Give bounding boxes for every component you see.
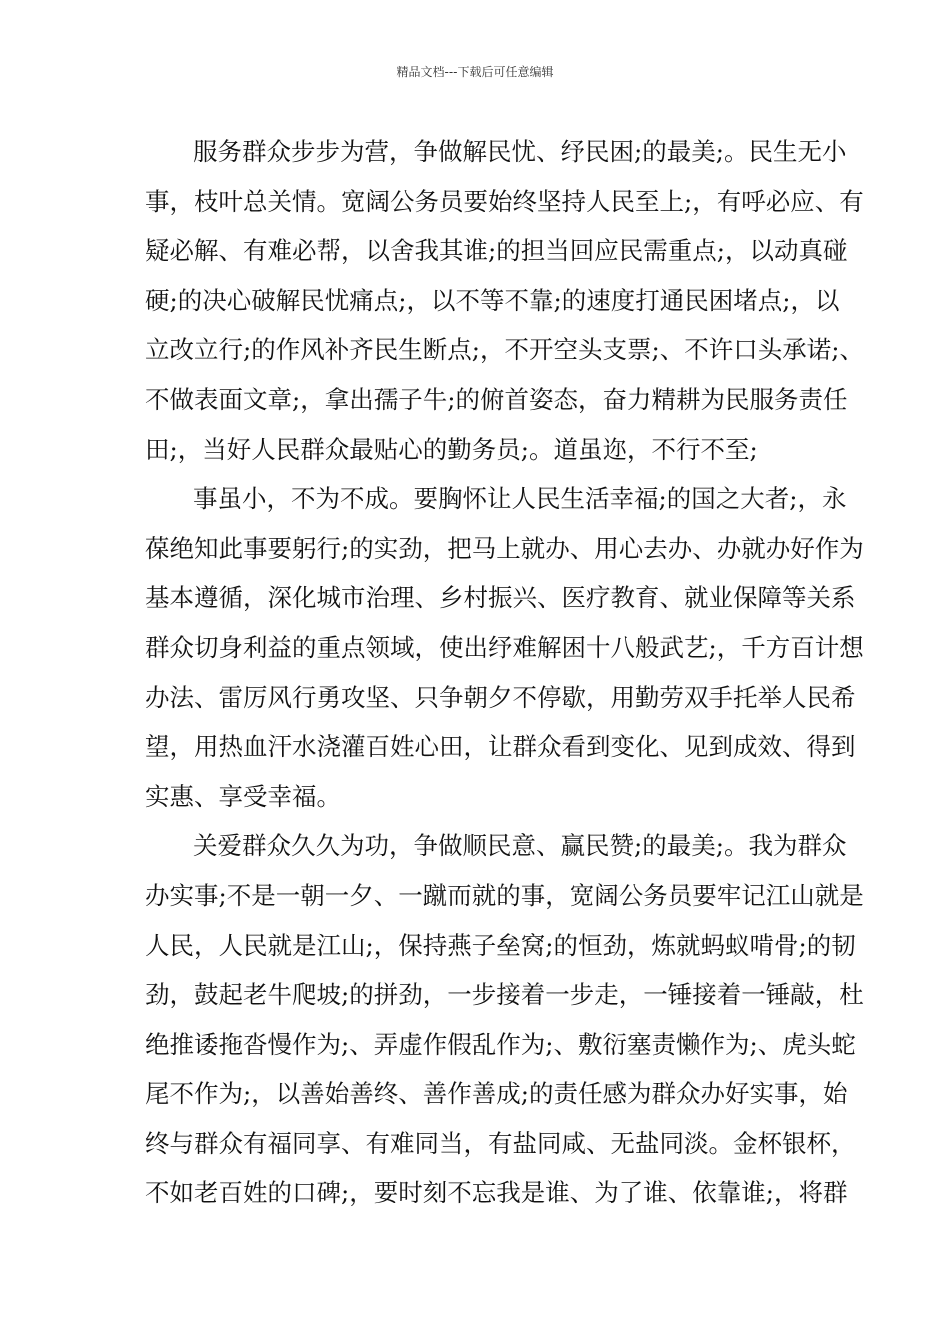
- text-line: 田;，当好人民群众最贴心的勤务员;。道虽迩，不行不至;: [145, 434, 758, 464]
- text-line: 群众切身利益的重点领域，使出纾难解困十八般武艺;，千方百计想: [145, 632, 864, 662]
- text-line: 人民，人民就是江山;，保持燕子垒窝;的恒劲，炼就蚂蚁啃骨;的韧: [145, 930, 856, 960]
- document-body: [145, 127, 865, 1218]
- text-line: 立改立行;的作风补齐民生断点;，不开空头支票;、不许口头承诺;、: [145, 335, 865, 365]
- page-header: 精品文档---下载后可任意编辑: [396, 65, 554, 79]
- text-line: 终与群众有福同享、有难同当，有盐同咸、无盐同淡。金杯银杯，: [145, 1128, 856, 1158]
- text-line: 疑必解、有难必帮，以舍我其谁;的担当回应民需重点;，以动真碰: [145, 236, 848, 266]
- text-line: 办法、雷厉风行勇攻坚、只争朝夕不停歇，用勤劳双手托举人民希: [145, 682, 856, 712]
- text-line: 尾不作为;，以善始善终、善作善成;的责任感为群众办好实事，始: [145, 1079, 848, 1109]
- text-line: 葆绝知此事要躬行;的实劲，把马上就办、用心去办、办就办好作为: [145, 533, 864, 563]
- paragraph-1: [145, 127, 865, 474]
- text-line: 关爱群众久久为功，争做顺民意、赢民赞;的最美;。我为群众: [193, 831, 847, 861]
- paragraph-2: [145, 474, 864, 821]
- text-line: 事，枝叶总关情。宽阔公务员要始终坚持人民至上;，有呼必应、有: [145, 186, 864, 216]
- text-line: 劲，鼓起老牛爬坡;的拼劲，一步接着一步走，一锤接着一锤敲，杜: [145, 980, 864, 1010]
- paragraph-3: [145, 821, 864, 1218]
- text-line: 服务群众步步为营，争做解民忧、纾民困;的最美;。民生无小: [193, 137, 847, 166]
- text-line: 望，用热血汗水浇灌百姓心田，让群众看到变化、见到成效、得到: [145, 732, 856, 762]
- text-line: 不如老百姓的口碑;，要时刻不忘我是谁、为了谁、依靠谁;，将群: [145, 1178, 848, 1208]
- text-line: 实惠、享受幸福。: [145, 781, 341, 811]
- text-line: 绝推诿拖沓慢作为;、弄虚作假乱作为;、敷衍塞责懒作为;、虎头蛇: [145, 1029, 856, 1059]
- text-line: 办实事;不是一朝一夕、一蹴而就的事，宽阔公务员要牢记江山就是: [145, 880, 864, 910]
- text-line: 事虽小，不为不成。要胸怀让人民生活幸福;的国之大者;，永: [193, 484, 847, 514]
- text-line: 基本遵循，深化城市治理、乡村振兴、医疗教育、就业保障等关系: [145, 583, 856, 613]
- text-line: 硬;的决心破解民忧痛点;，以不等不靠;的速度打通民困堵点;，以: [145, 285, 840, 315]
- text-line: 不做表面文章;，拿出孺子牛;的俯首姿态，奋力精耕为民服务责任: [145, 384, 848, 414]
